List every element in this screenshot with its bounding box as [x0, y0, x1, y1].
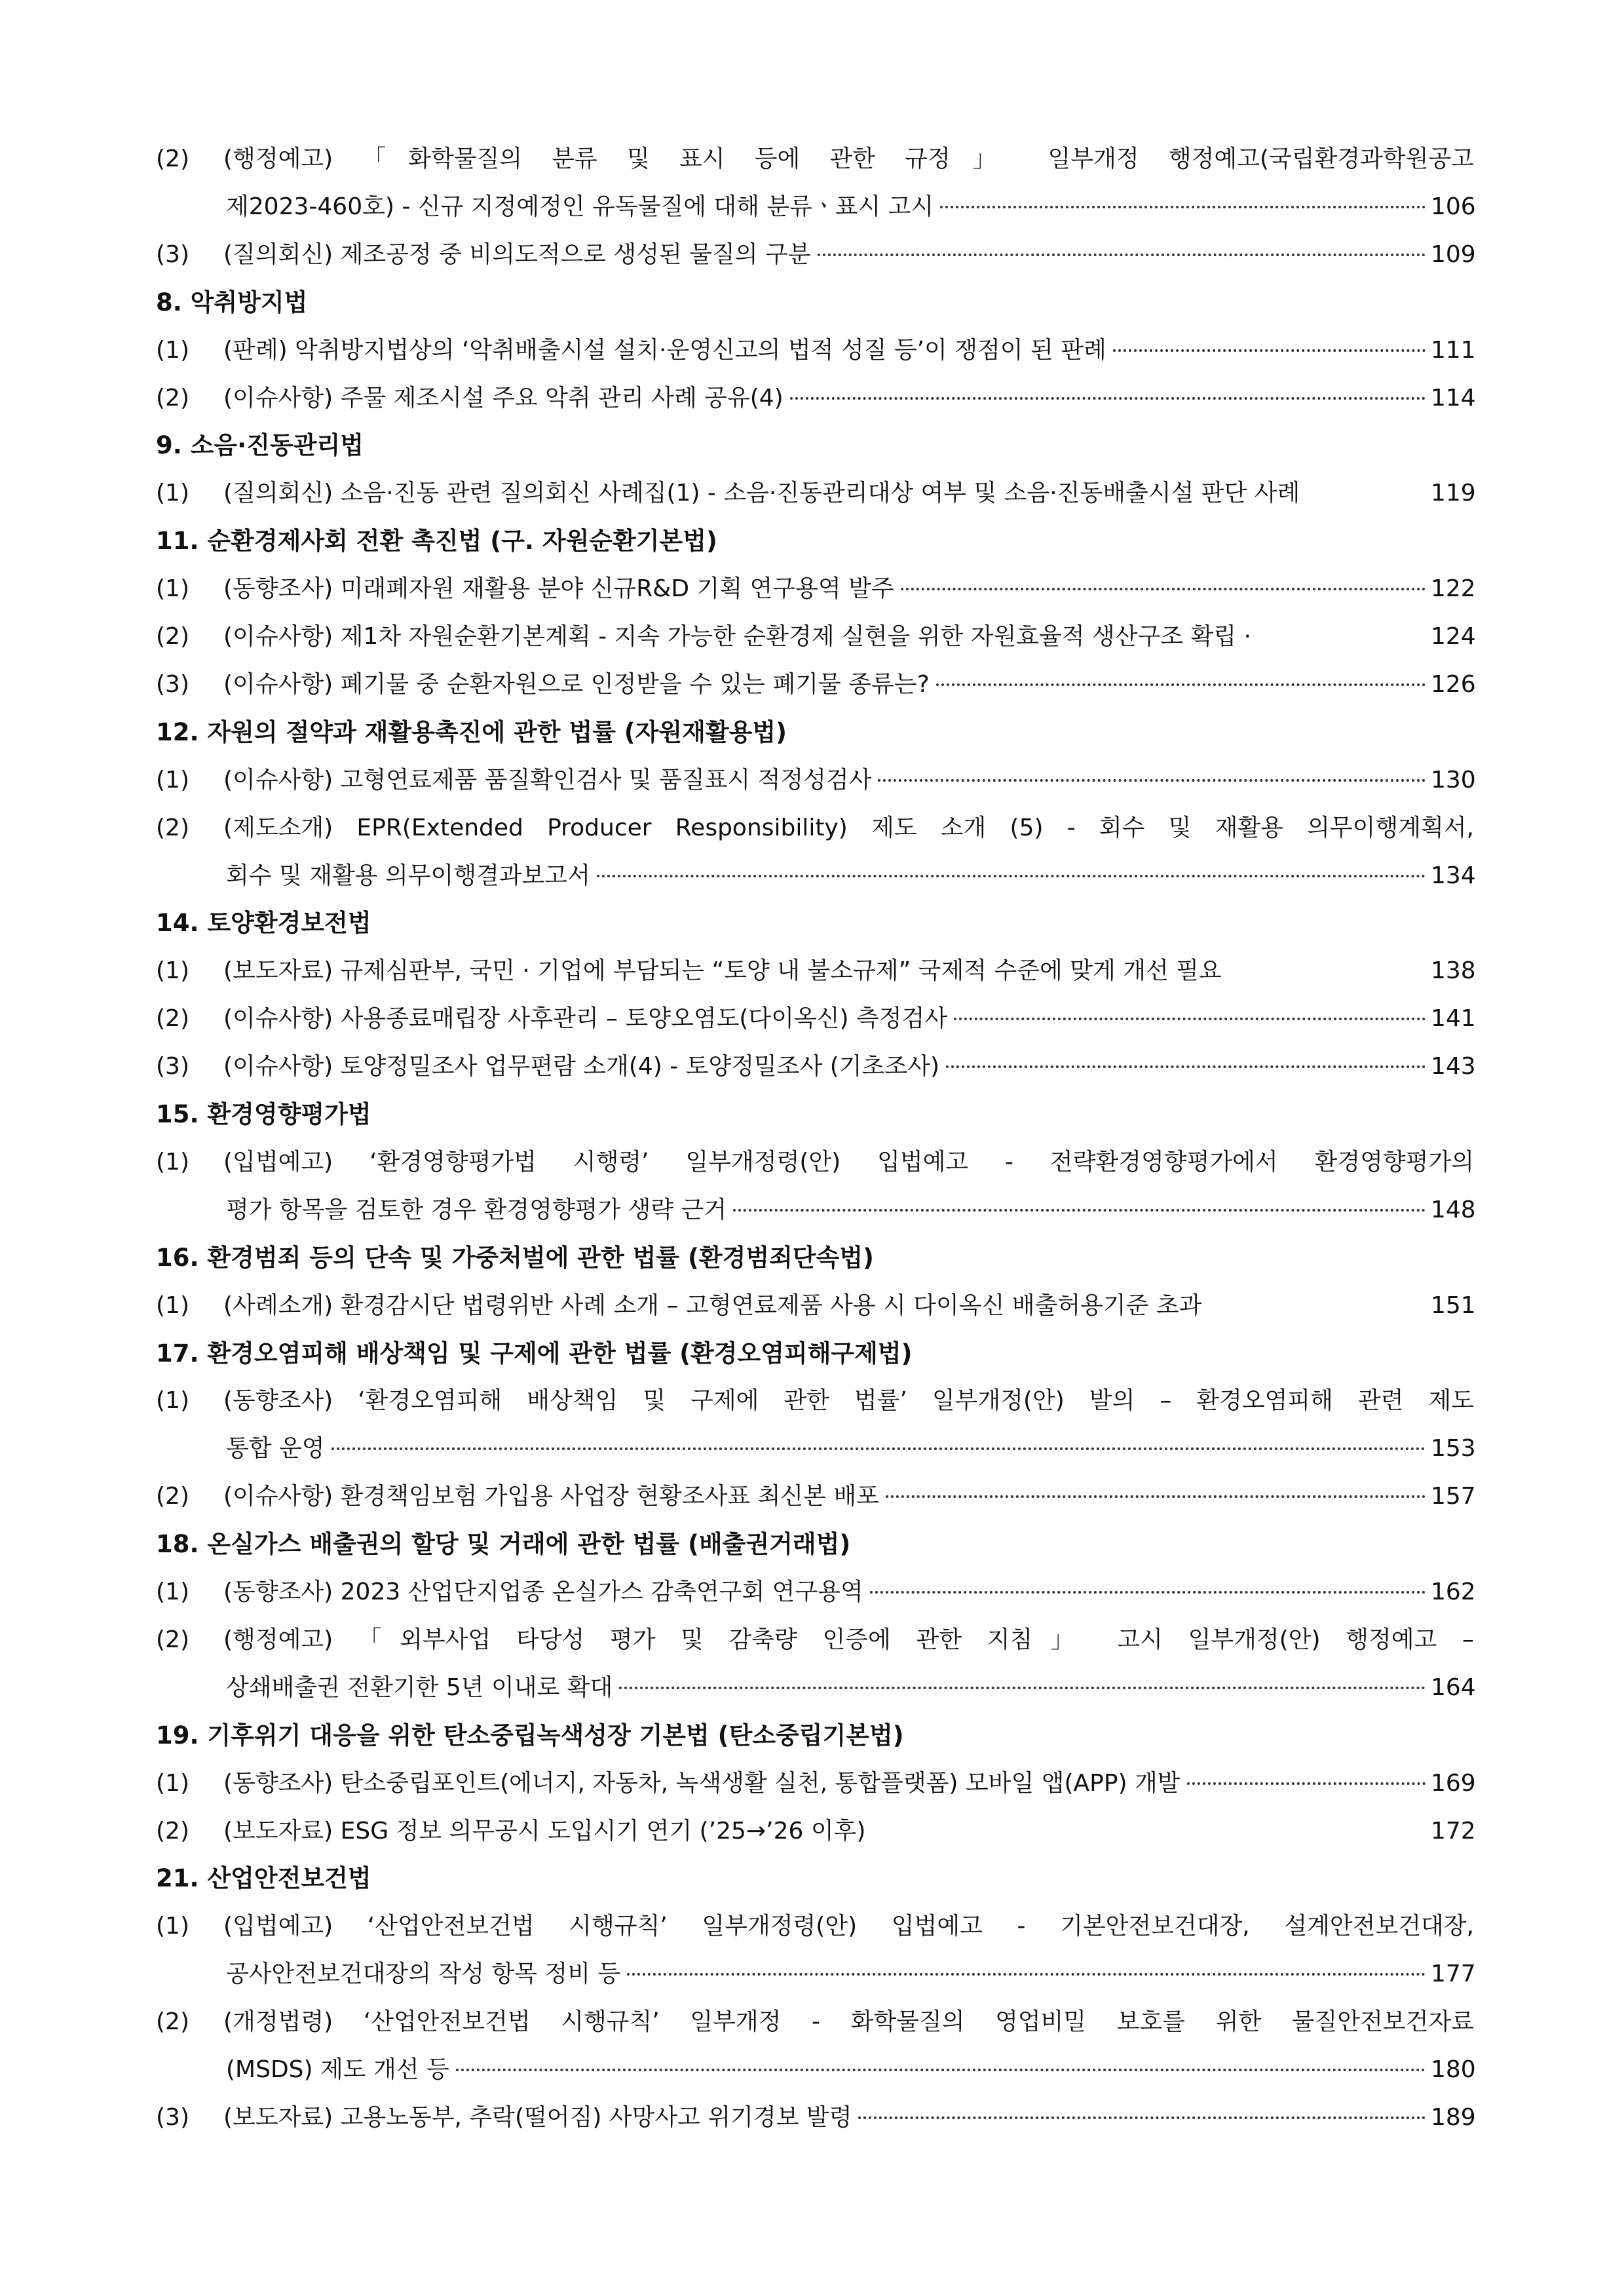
page-number: 148	[1431, 1196, 1476, 1223]
page-number: 109	[1431, 240, 1476, 268]
dot-leader	[331, 1447, 1426, 1450]
page-number: 134	[1431, 862, 1476, 889]
entry-title: (동향조사) ‘환경오염피해 배상책임 및 구제에 관한 법률’ 일부개정(안) 발의 – 환경오염피해 관련 제도	[223, 1387, 1474, 1415]
page-number: 172	[1431, 1817, 1476, 1845]
page-number: 141	[1431, 1005, 1476, 1033]
dot-leader	[870, 1591, 1426, 1594]
entry-title: (개정법령) ‘산업안전보건법 시행규칙’ 일부개정 - 화학물질의 영업비밀 보호를 위한 물질안전보건자료	[223, 2008, 1474, 2036]
section-heading-text: 15. 환경영향평가법	[156, 1100, 371, 1128]
dot-leader	[954, 1018, 1426, 1020]
entry-title: (이슈사항) 사용종료매립장 사후관리 – 토양오염도(다이옥신) 측정검사	[223, 1005, 948, 1033]
toc-section-heading	[156, 522, 1474, 561]
toc-entry[interactable]	[156, 665, 1474, 704]
toc-section-heading	[156, 1095, 1474, 1134]
entry-title: (입법예고) ‘산업안전보건법 시행규칙’ 일부개정령(안) 입법예고 - 기본안전보건대장, 설계안전보건대장,	[223, 1913, 1474, 1940]
toc-entry[interactable]	[156, 569, 1474, 609]
dot-leader	[733, 1209, 1426, 1212]
entry-number: (1)	[156, 766, 189, 794]
toc-section-heading	[156, 1238, 1474, 1278]
entry-title: 제2023-460호) - 신규 지정예정인 유독물질에 대해 분류ㆍ표시 고시	[226, 193, 934, 220]
page-number: 138	[1431, 957, 1476, 985]
page-number: 164	[1431, 1674, 1476, 1701]
dot-leader	[858, 2116, 1426, 2119]
entry-title: (이슈사항) 주물 제조시설 주요 악취 관리 사례 공유(4)	[223, 384, 784, 411]
entry-number: (1)	[156, 1913, 189, 1940]
toc-section-heading	[156, 426, 1474, 465]
entry-number: (1)	[156, 957, 189, 985]
dot-leader	[1113, 349, 1426, 352]
toc-entry[interactable]	[156, 331, 1474, 370]
toc-entry[interactable]	[156, 951, 1474, 991]
entry-title: 공사안전보건대장의 작성 항목 정비 등	[226, 1961, 621, 1988]
entry-number: (1)	[156, 1387, 189, 1415]
section-heading-text: 14. 토양환경보전법	[156, 909, 371, 938]
toc-entry	[156, 809, 1474, 848]
toc-entry[interactable]	[156, 1286, 1474, 1326]
entry-number: (2)	[156, 1005, 189, 1033]
page-number: 189	[1431, 2103, 1476, 2131]
entry-number: (2)	[156, 814, 189, 841]
toc-entry[interactable]	[156, 2098, 1474, 2137]
page-number: 124	[1431, 623, 1476, 650]
entry-title: (행정예고) 「외부사업 타당성 평가 및 감축량 인증에 관한 지침」 고시 일부개정(안) 행정예고 –	[223, 1626, 1474, 1653]
entry-title: (이슈사항) 고형연료제품 품질확인검사 및 품질표시 적정성검사	[223, 766, 872, 794]
entry-number: (2)	[156, 145, 189, 172]
page-number: 169	[1431, 1769, 1476, 1797]
section-heading-text: 16. 환경범죄 등의 단속 및 가중처벌에 관한 법률 (환경범죄단속법)	[156, 1243, 874, 1272]
dot-leader	[946, 1065, 1426, 1068]
entry-title: (이슈사항) 환경책임보험 가입용 사업장 현황조사표 최신본 배포	[223, 1483, 879, 1510]
page-number: 111	[1431, 336, 1476, 364]
entry-title: (질의회신) 소음·진동 관련 질의회신 사례집(1) - 소음·진동관리대상 여부 및 소음·진동배출시설 판단 사례	[223, 480, 1300, 507]
toc-entry[interactable]	[156, 379, 1474, 418]
page-number: 122	[1431, 575, 1476, 603]
entry-number: (3)	[156, 2103, 189, 2131]
toc-entry-continuation[interactable]	[226, 856, 1474, 896]
section-heading-text: 17. 환경오염피해 배상책임 및 구제에 관한 법률 (환경오염피해구제법)	[156, 1339, 913, 1368]
toc-entry	[156, 1620, 1474, 1660]
dot-leader	[597, 875, 1426, 877]
entry-number: (3)	[156, 670, 189, 698]
entry-title: 회수 및 재활용 의무이행결과보고서	[226, 862, 590, 889]
entry-title: (동향조사) 2023 산업단지업종 온실가스 감축연구회 연구용역	[223, 1578, 863, 1605]
toc-entry	[156, 1381, 1474, 1421]
toc-entry[interactable]	[156, 617, 1474, 657]
section-heading-text: 18. 온실가스 배출권의 할당 및 거래에 관한 법률 (배출권거래법)	[156, 1530, 851, 1559]
entry-title: (이슈사항) 토양정밀조사 업무편람 소개(4) - 토양정밀조사 (기초조사)	[223, 1053, 940, 1081]
toc-entry	[156, 1143, 1474, 1182]
entry-title: 통합 운영	[226, 1435, 325, 1463]
entry-title: (이슈사항) 폐기물 중 순환자원으로 인정받을 수 있는 폐기물 종류는?	[223, 670, 930, 698]
section-heading-text: 11. 순환경제사회 전환 촉진법 (구. 자원순환기본법)	[156, 527, 717, 556]
toc-entry-continuation[interactable]	[226, 2050, 1474, 2090]
dot-leader	[456, 2069, 1426, 2071]
page-number: 114	[1431, 384, 1476, 411]
entry-number: (1)	[156, 1578, 189, 1605]
toc-entry	[156, 1907, 1474, 1946]
dot-leader	[818, 254, 1426, 256]
toc-entry-continuation[interactable]	[226, 187, 1474, 227]
entry-number: (1)	[156, 1769, 189, 1797]
entry-title: (사례소개) 환경감시단 법령위반 사례 소개 – 고형연료제품 사용 시 다이옥신 배출허용기준 초과	[223, 1292, 1202, 1319]
entry-number: (1)	[156, 336, 189, 364]
toc-section-heading	[156, 904, 1474, 943]
toc-entry[interactable]	[156, 235, 1474, 275]
entry-number: (3)	[156, 240, 189, 268]
entry-number: (2)	[156, 1483, 189, 1510]
entry-title: (동향조사) 미래폐자원 재활용 분야 신규R&D 기획 연구용역 발주	[223, 575, 894, 603]
dot-leader	[886, 1495, 1426, 1498]
dot-leader	[627, 1973, 1426, 1976]
page-number: 162	[1431, 1578, 1476, 1605]
dot-leader	[619, 1687, 1426, 1689]
toc-section-heading	[156, 283, 1474, 322]
entry-number: (2)	[156, 384, 189, 411]
entry-number: (1)	[156, 1292, 189, 1319]
dot-leader	[901, 588, 1426, 590]
toc-entry-continuation[interactable]	[226, 1191, 1474, 1230]
toc-section-heading	[156, 1334, 1474, 1373]
entry-title: (입법예고) ‘환경영향평가법 시행령’ 일부개정령(안) 입법예고 - 전략환경영향평가에서 환경영향평가의	[223, 1148, 1474, 1176]
page-number: 157	[1431, 1483, 1476, 1510]
dot-leader	[936, 683, 1426, 686]
toc-entry[interactable]	[156, 1047, 1474, 1086]
toc-section-heading	[156, 1716, 1474, 1755]
toc-entry	[156, 2002, 1474, 2042]
toc-entry	[156, 140, 1474, 179]
entry-number: (1)	[156, 480, 189, 507]
toc-entry[interactable]	[156, 999, 1474, 1039]
entry-title: (행정예고) 「화학물질의 분류 및 표시 등에 관한 규정」 일부개정 행정예고(국립환경과학원공고	[223, 145, 1474, 172]
entry-title: 평가 항목을 검토한 경우 환경영향평가 생략 근거	[226, 1196, 727, 1223]
entry-number: (1)	[156, 575, 189, 603]
toc-entry-continuation[interactable]	[226, 1955, 1474, 1994]
toc-entry-continuation[interactable]	[226, 1429, 1474, 1468]
entry-title: (보도자료) ESG 정보 의무공시 도입시기 연기 (’25→’26 이후)	[223, 1817, 866, 1845]
section-heading-text: 8. 악취방지법	[156, 288, 308, 316]
dot-leader	[878, 779, 1426, 782]
toc-section-heading	[156, 1859, 1474, 1898]
section-heading-text: 21. 산업안전보건법	[156, 1864, 371, 1893]
entry-number: (2)	[156, 1817, 189, 1845]
section-heading-text: 9. 소음·진동관리법	[156, 431, 364, 460]
page-number: 177	[1431, 1961, 1476, 1988]
entry-title: (보도자료) 고용노동부, 추락(떨어짐) 사망사고 위기경보 발령	[223, 2103, 852, 2131]
entry-number: (3)	[156, 1053, 189, 1081]
page-number: 153	[1431, 1435, 1476, 1463]
entry-title: (이슈사항) 제1차 자원순환기본계획 - 지속 가능한 순환경제 실현을 위한 자원효율적 생산구조 확립 ·	[223, 623, 1252, 650]
toc-entry[interactable]	[156, 1573, 1474, 1612]
toc-entry[interactable]	[156, 761, 1474, 800]
entry-title: (보도자료) 규제심판부, 국민 · 기업에 부담되는 “토양 내 불소규제” 국제적 수준에 맞게 개선 필요	[223, 957, 1222, 985]
page-number: 119	[1431, 480, 1476, 507]
dot-leader	[1187, 1782, 1426, 1785]
toc-section-heading	[156, 1525, 1474, 1564]
page-number: 106	[1431, 193, 1476, 220]
entry-number: (2)	[156, 623, 189, 650]
dot-leader	[790, 397, 1426, 400]
toc-entry[interactable]	[156, 474, 1474, 513]
page-number: 126	[1431, 670, 1476, 698]
entry-title: (판례) 악취방지법상의 ‘악취배출시설 설치·운영신고의 법적 성질 등’이 쟁점이 된 판례	[223, 336, 1106, 364]
entry-title: (동향조사) 탄소중립포인트(에너지, 자동차, 녹색생활 실천, 통합플랫폼) 모바일 앱(APP) 개발	[223, 1769, 1180, 1797]
toc-section-heading	[156, 713, 1474, 752]
toc-entry[interactable]	[156, 1477, 1474, 1516]
page-number: 151	[1431, 1292, 1476, 1319]
section-heading-text: 19. 기후위기 대응을 위한 탄소중립녹색성장 기본법 (탄소중립기본법)	[156, 1721, 904, 1750]
page-number: 143	[1431, 1053, 1476, 1081]
toc-entry[interactable]	[156, 1764, 1474, 1803]
entry-number: (1)	[156, 1148, 189, 1176]
entry-number: (2)	[156, 2008, 189, 2036]
entry-title: (MSDS) 제도 개선 등	[226, 2056, 449, 2083]
section-heading-text: 12. 자원의 절약과 재활용촉진에 관한 법률 (자원재활용법)	[156, 718, 787, 746]
page-number: 180	[1431, 2056, 1476, 2083]
entry-title: (질의회신) 제조공정 중 비의도적으로 생성된 물질의 구분	[223, 240, 811, 268]
page-number: 130	[1431, 766, 1476, 794]
entry-number: (2)	[156, 1626, 189, 1653]
dot-leader	[940, 206, 1426, 208]
entry-title: 상쇄배출권 전환기한 5년 이내로 확대	[226, 1674, 613, 1701]
toc-entry[interactable]	[156, 1812, 1474, 1851]
entry-title: (제도소개) EPR(Extended Producer Responsibility) 제도 소개 (5) - 회수 및 재활용 의무이행계획서,	[223, 814, 1474, 841]
toc-entry-continuation[interactable]	[226, 1668, 1474, 1708]
